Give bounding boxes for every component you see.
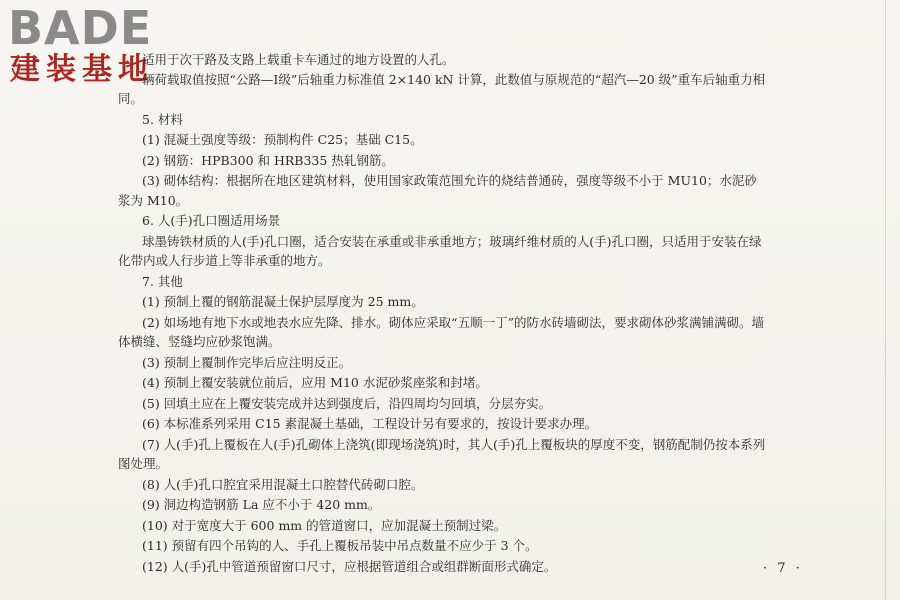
paragraph: (7) 人(手)孔上覆板在人(手)孔砌体上浇筑(即现场浇筑)时，其人(手)孔上覆板块的厚度不变，钢筋配制仍按本系列图处理。 (118, 436, 766, 471)
paragraph: 适用于次干路及支路上载重卡车通过的地方设置的人孔。 (142, 52, 455, 67)
paragraph: (6) 本标准系列采用 C15 素混凝土基础，工程设计另有要求的，按设计要求办理。 (142, 416, 598, 431)
paragraph: (1) 混凝土强度等级：预制构件 C25；基础 C15。 (142, 132, 423, 147)
paragraph: (4) 预制上覆安装就位前后，应用 M10 水泥砂浆座浆和封堵。 (142, 375, 488, 390)
paragraph: (5) 回填土应在上覆安装完成并达到强度后，沿四周均匀回填，分层夯实。 (142, 395, 552, 411)
section-heading: 6. 人(手)孔口圈适用场景 (142, 213, 281, 228)
paragraph: (2) 钢筋：HPB300 和 HRB335 热轧钢筋。 (142, 152, 394, 168)
paragraph: (11) 预留有四个吊钩的人、手孔上覆板吊装中吊点数量不应少于 3 个。 (142, 538, 538, 553)
paragraph: 辆荷载取值按照“公路—Ⅰ级”后轴重力标准值 2×140 kN 计算，此数值与原规范的“超汽—20 级”重车后轴重力相同。 (118, 71, 766, 106)
page-edge-line (885, 0, 886, 600)
logo-chinese-text: 建装基地 (10, 52, 154, 87)
logo-latin-text: BADE (8, 1, 153, 55)
section-heading: 7. 其他 (142, 273, 183, 289)
paragraph: (3) 预制上覆制作完毕后应注明反正。 (142, 354, 352, 370)
paragraph: (3) 砌体结构：根据所在地区建筑材料，使用国家政策范围允许的烧结普通砖，强度等级不小于 MU10；水泥砂浆为 M10。 (118, 173, 757, 208)
body-text (118, 50, 768, 576)
paragraph: (12) 人(手)孔中管道预留窗口尺寸，应根据管道组合或组群断面形式确定。 (142, 558, 557, 574)
paragraph: (9) 洞边构造钢筋 La 应不小于 420 mm。 (142, 497, 381, 512)
paragraph: (2) 如场地有地下水或地表水应先降、排水。砌体应采取“五顺一丁”的防水砖墙砌法，要求砌体砂浆满铺满砌。墙体横缝、竖缝均应砂浆饱满。 (118, 314, 764, 349)
section-heading: 5. 材料 (142, 111, 183, 127)
paragraph: (10) 对于宽度大于 600 mm 的管道窗口，应加混凝土预制过梁。 (142, 517, 507, 533)
paragraph: (1) 预制上覆的钢筋混凝土保护层厚度为 25 mm。 (142, 294, 424, 309)
paragraph: 球墨铸铁材质的人(手)孔口圈，适合安装在承重或非承重地方；玻璃纤维材质的人(手)孔口圈，只适用于安装在绿化带内或人行步道上等非承重的地方。 (118, 233, 762, 268)
paragraph: (8) 人(手)孔口腔宜采用混凝土口腔替代砖砌口腔。 (142, 476, 424, 492)
page-number: · 7 · (763, 561, 803, 576)
